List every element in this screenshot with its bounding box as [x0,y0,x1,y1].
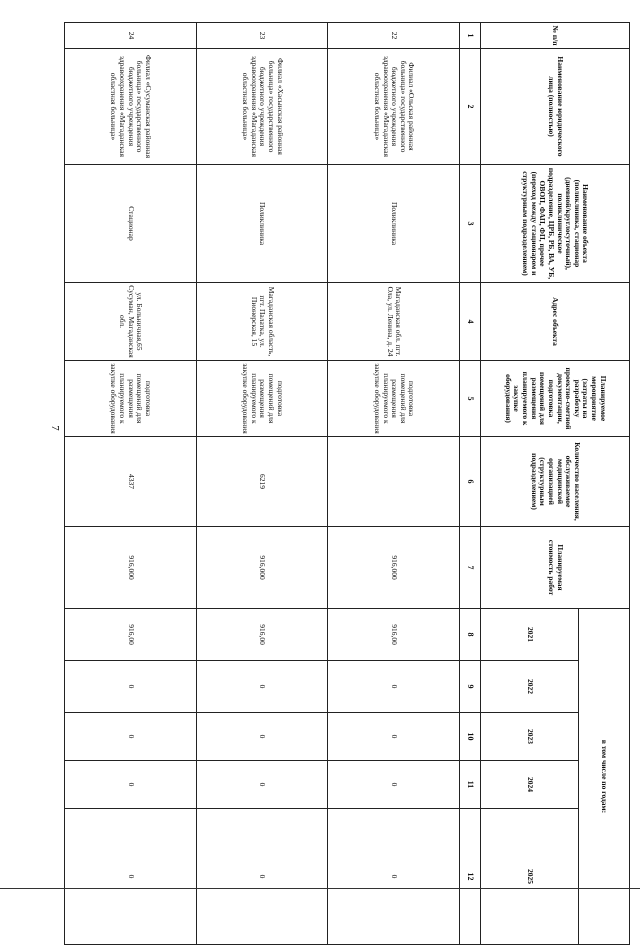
column-number: 1 [460,23,481,49]
table-row [328,23,460,945]
planned-cost: 916,000 [196,527,328,609]
column-number: 3 [460,165,481,283]
column-number: 8 [460,609,481,661]
column-number: 2 [460,49,481,165]
value-2021: 916,00 [65,609,197,661]
header-year-2021: 2021 [481,609,579,661]
value-2022: 0 [65,661,197,713]
planned-measure: подготовка помещений для размещения планируемого к закупке оборудования [196,361,328,437]
header-years-group: в том числе по годам: [579,609,630,945]
value-2025: 0 [65,809,197,945]
population [328,437,460,527]
header-col1: № п/п [481,23,630,49]
column-number: 7 [460,527,481,609]
row-number: 22 [328,23,460,49]
column-number: 4 [460,283,481,361]
value-2024: 0 [328,761,460,809]
planned-measure: подготовка помещений для размещения планируемого к закупке оборудования [328,361,460,437]
population: 4337 [65,437,197,527]
value-2025: 0 [328,809,460,945]
value-2023: 0 [65,713,197,761]
value-2024: 0 [196,761,328,809]
facilities-table [64,22,630,945]
entity-name: Филиал «Сусуманская районная больница» государственного бюджетного учреждения здравоохранения «Магаданская областная больница» [65,49,197,165]
row-number: 23 [196,23,328,49]
column-number: 6 [460,437,481,527]
population: 6219 [196,437,328,527]
header-col6: Количество населения, обслуживаемое медицинской организацией (структурным подразделением) [481,437,630,527]
planned-cost: 916,000 [65,527,197,609]
header-year-2024: 2024 [481,761,579,809]
header-year-2025: 2025 [481,809,579,945]
page-number: 7 [49,425,61,431]
page-bottom-rule [0,888,640,889]
value-2022: 0 [196,661,328,713]
header-col2: Наименование юридического лица (полностью) [481,49,630,165]
value-2021: 916,00 [328,609,460,661]
entity-name: Филиал «Ольская районная больница» государственного бюджетного учреждения здравоохранения «Магаданская областная больница» [328,49,460,165]
column-number: 12 [460,809,481,945]
object-address: Магаданская обл. пгт. Ола, ул. Ленина, д. 24 [328,283,460,361]
entity-name: Филиал «Хасынская районная больница» государственного бюджетного учреждения здравоохранения «Магаданская областная больница» [196,49,328,165]
value-2025: 0 [196,809,328,945]
planned-cost: 916,000 [328,527,460,609]
object-name: Поликлиника [196,165,328,283]
column-number: 9 [460,661,481,713]
row-number: 24 [65,23,197,49]
header-col7: Планируемая стоимость работ [481,527,630,609]
value-2023: 0 [328,713,460,761]
header-col5: Планируемое мероприятие (затраты на разработку проектно-сметной документации, подготовка помещений для размещения планируемого к закупке оборудования) [481,361,630,437]
rotated-table-container [64,22,630,885]
header-year-2023: 2023 [481,713,579,761]
object-address: Магаданская область, пгт. Палатка, ул. Пионерская, 15 [196,283,328,361]
table-row [196,23,328,945]
value-2024: 0 [65,761,197,809]
header-col3: Наименование объекта (поликлиника, стационар (дневной/круглосуточный), поликлиническое подразделение, ЦРБ, РБ, ВА, УБ, ОВОП, ФАП, ФП, прочее (переход между стационаром и структурным подразделением) [481,165,630,283]
header-col4: Адрес объекта [481,283,630,361]
table-row [65,23,197,945]
column-number: 5 [460,361,481,437]
value-2023: 0 [196,713,328,761]
value-2022: 0 [328,661,460,713]
object-address: ул. Больничная,65 Сусуман, Магаданская обл. [65,283,197,361]
column-number: 10 [460,713,481,761]
object-name: Стационар [65,165,197,283]
planned-measure: подготовка помещений для размещения планируемого к закупке оборудования [65,361,197,437]
object-name: Поликлиника [328,165,460,283]
value-2021: 916,00 [196,609,328,661]
header-year-2022: 2022 [481,661,579,713]
column-number: 11 [460,761,481,809]
